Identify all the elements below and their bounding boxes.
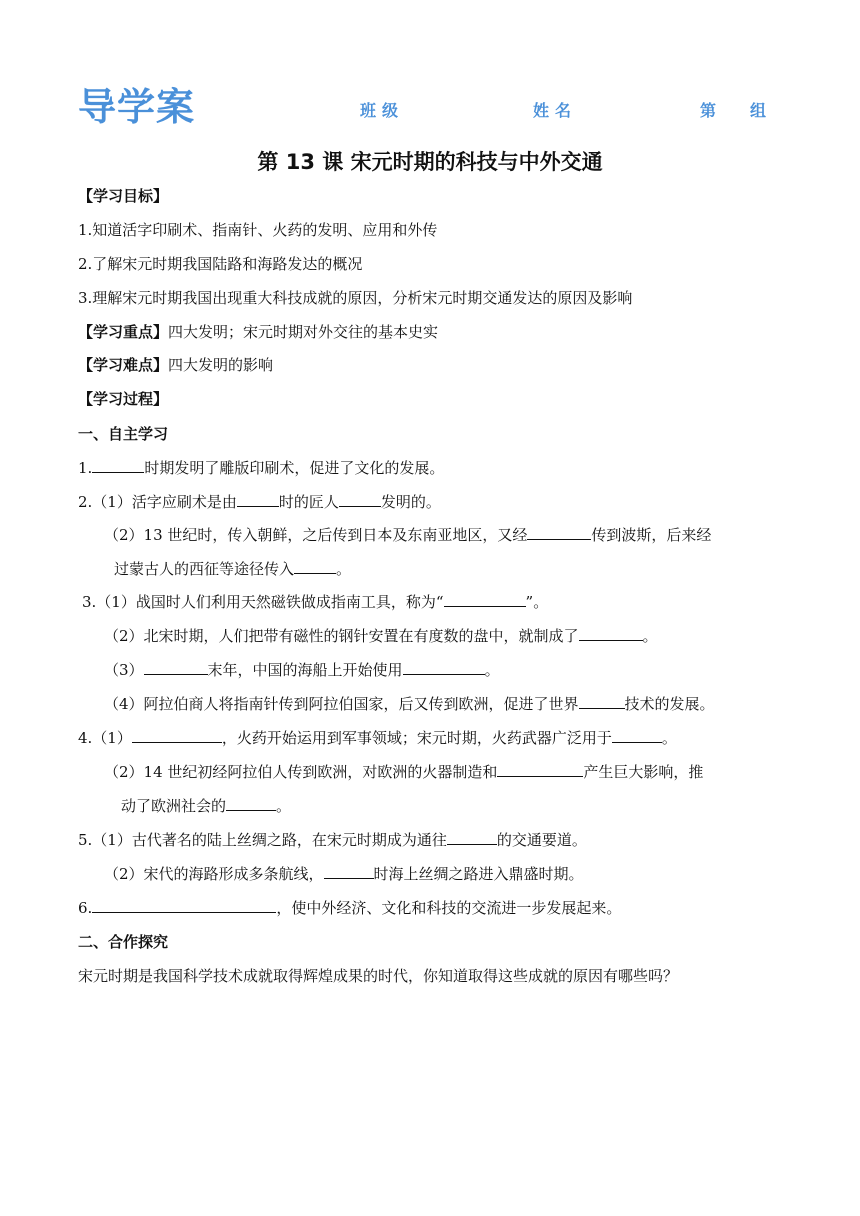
answer-blank[interactable] <box>497 762 583 777</box>
focus-label: 【学习重点】 <box>78 323 169 341</box>
self-study-heading: 一、自主学习 <box>78 425 169 443</box>
answer-blank[interactable] <box>144 660 208 675</box>
group-suffix: 组 <box>750 101 767 120</box>
q5-2-text-a: （2）宋代的海路形成多条航线， <box>104 865 324 883</box>
process-heading: 【学习过程】 <box>78 390 169 408</box>
question-6 <box>78 898 621 918</box>
q3-3-text-a: （3） <box>104 661 144 679</box>
q3-4-text-a: （4）阿拉伯商人将指南针传到阿拉伯国家，后又传到欧洲，促进了世界 <box>104 695 579 713</box>
answer-blank[interactable] <box>579 626 643 641</box>
question-2-1 <box>78 492 441 512</box>
q3-1-text-a: 3.（1）战国时人们利用天然磁铁做成指南工具，称为“ <box>82 593 444 611</box>
group-prefix: 第 <box>700 101 717 120</box>
answer-blank[interactable] <box>339 492 381 507</box>
q4-2-text-b: 产生巨大影响，推 <box>583 763 704 781</box>
q3-3-text-c: 。 <box>484 661 500 679</box>
answer-blank[interactable] <box>444 592 526 607</box>
question-3-4 <box>104 694 715 714</box>
answer-blank[interactable] <box>612 728 662 743</box>
q3-4-text-b: 技术的发展。 <box>624 695 715 713</box>
answer-blank[interactable] <box>226 796 276 811</box>
focus-row <box>78 322 438 342</box>
goal-3: 3.理解宋元时期我国出现重大科技成就的原因，分析宋元时期交通发达的原因及影响 <box>78 289 633 307</box>
q6-text-a: 6. <box>78 899 93 917</box>
cooperate-question: 宋元时期是我国科学技术成就取得辉煌成果的时代，你知道取得这些成就的原因有哪些吗？ <box>78 967 679 985</box>
question-2-2-cont <box>114 559 351 579</box>
answer-blank[interactable] <box>324 864 374 879</box>
q2-2-text-c: 过蒙古人的西征等途径传入 <box>114 560 295 578</box>
difficulty-row <box>78 355 273 375</box>
q2-2-text-a: （2）13 世纪时，传入朝鲜，之后传到日本及东南亚地区，又经 <box>104 526 528 544</box>
goals-heading: 【学习目标】 <box>78 187 169 205</box>
question-3-1 <box>82 592 548 612</box>
q3-2-text-a: （2）北宋时期，人们把带有磁性的钢针安置在有度数的盘中，就制成了 <box>104 627 579 645</box>
brand-logo: 导学案 <box>78 85 196 129</box>
q3-3-text-b: 末年，中国的海船上开始使用 <box>207 661 403 679</box>
answer-blank[interactable] <box>294 559 336 574</box>
q4-2-text-c: 动了欧洲社会的 <box>121 797 227 815</box>
lesson-title: 第 13 课 宋元时期的科技与中外交通 <box>257 150 603 174</box>
q2-2-text-b: 传到波斯，后来经 <box>591 526 712 544</box>
question-5-1 <box>78 830 587 850</box>
q2-2-text-d: 。 <box>336 560 352 578</box>
q5-1-text-a: 5.（1）古代著名的陆上丝绸之路，在宋元时期成为通往 <box>78 831 447 849</box>
q4-1-text-b: ，火药开始运用到军事领域；宋元时期，火药武器广泛用于 <box>221 729 612 747</box>
question-4-2 <box>104 762 703 782</box>
q2-1-text-b: 时的匠人 <box>278 493 339 511</box>
question-5-2 <box>104 864 584 884</box>
q4-1-text-a: 4.（1） <box>78 729 132 747</box>
answer-blank[interactable] <box>92 898 276 913</box>
q6-text-b: ，使中外经济、文化和科技的交流进一步发展起来。 <box>276 899 622 917</box>
q1-prefix: 1. <box>78 459 93 477</box>
name-label: 姓名 <box>533 101 578 120</box>
q4-2-text-d: 。 <box>276 797 292 815</box>
q3-2-text-b: 。 <box>642 627 658 645</box>
focus-text: 四大发明；宋元时期对外交往的基本史实 <box>168 323 439 341</box>
answer-blank[interactable] <box>92 458 144 473</box>
goal-1: 1.知道活字印刷术、指南针、火药的发明、应用和外传 <box>78 221 438 239</box>
answer-blank[interactable] <box>132 728 222 743</box>
q3-1-text-b: ”。 <box>525 593 549 611</box>
question-3-3 <box>104 660 500 680</box>
q4-2-text-a: （2）14 世纪初经阿拉伯人传到欧洲，对欧洲的火器制造和 <box>104 763 498 781</box>
goal-2: 2.了解宋元时期我国陆路和海路发达的概况 <box>78 255 363 273</box>
question-1 <box>78 458 444 478</box>
answer-blank[interactable] <box>527 525 591 540</box>
answer-blank[interactable] <box>237 492 279 507</box>
q5-1-text-b: 的交通要道。 <box>496 831 587 849</box>
q5-2-text-b: 时海上丝绸之路进入鼎盛时期。 <box>373 865 584 883</box>
cooperate-heading: 二、合作探究 <box>78 933 169 951</box>
q4-1-text-c: 。 <box>661 729 677 747</box>
group-label <box>700 98 766 121</box>
q2-1-text-c: 发明的。 <box>380 493 441 511</box>
q1-text: 时期发明了雕版印刷术，促进了文化的发展。 <box>144 459 445 477</box>
difficulty-text: 四大发明的影响 <box>168 356 274 374</box>
question-2-2 <box>104 525 711 545</box>
class-label: 班级 <box>360 101 405 120</box>
answer-blank[interactable] <box>579 694 625 709</box>
answer-blank[interactable] <box>403 660 485 675</box>
question-4-1 <box>78 728 677 748</box>
difficulty-label: 【学习难点】 <box>78 356 169 374</box>
q2-1-text-a: 2.（1）活字应刷术是由 <box>78 493 237 511</box>
question-4-2-cont <box>121 796 291 816</box>
answer-blank[interactable] <box>447 830 497 845</box>
question-3-2 <box>104 626 658 646</box>
